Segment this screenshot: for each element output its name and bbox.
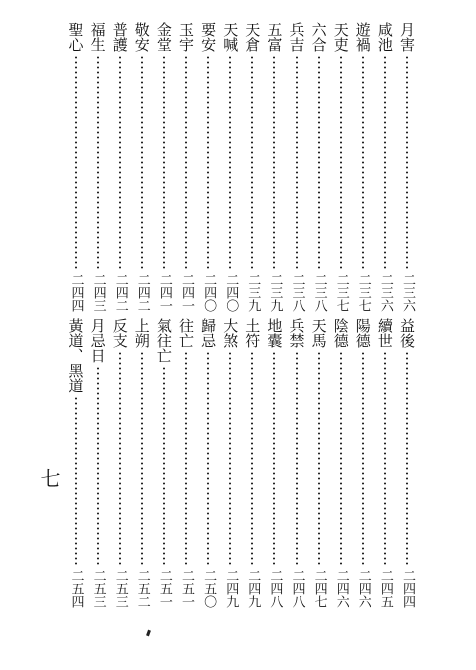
- toc-entry: [131, 22, 153, 312]
- dot-leader: [406, 351, 408, 566]
- toc-entry-page: 二四一: [156, 273, 172, 312]
- toc-entry: [175, 22, 197, 312]
- toc-entry-term: 上朔: [132, 318, 151, 348]
- toc-entry-page: 二四七: [311, 569, 327, 608]
- toc-entry-term: 月忌日: [88, 318, 107, 363]
- dot-leader: [318, 55, 320, 270]
- dot-leader: [75, 55, 77, 270]
- toc-entry-term: 兵禁: [287, 318, 306, 348]
- dot-leader: [141, 55, 143, 270]
- dot-leader: [141, 351, 143, 566]
- toc-entry-page: 二三六: [400, 273, 415, 312]
- toc-entry-page: 二三九: [267, 273, 283, 312]
- toc-entry: [352, 318, 374, 608]
- toc-entry-term: 大煞: [221, 318, 240, 348]
- toc-entry-term: 反支: [110, 318, 129, 348]
- toc-entry-term: 天吏: [331, 22, 350, 52]
- toc-entry-term: 往亡: [177, 318, 195, 348]
- toc-entry-page: 二三六: [377, 273, 393, 312]
- dot-leader: [207, 55, 209, 270]
- toc-entry-term: 敬安: [132, 22, 151, 52]
- dot-leader: [296, 351, 298, 566]
- dot-leader: [340, 351, 342, 566]
- toc-entry: [308, 22, 330, 312]
- toc-entry-page: 二四〇: [223, 273, 239, 312]
- toc-entry-term: 氣往亡: [154, 318, 173, 363]
- toc-entry-page: 二四一: [179, 273, 194, 312]
- toc-entry-term: 歸忌: [199, 318, 218, 348]
- toc-entry-page: 二三八: [311, 273, 327, 312]
- toc-entry-term: 六合: [309, 22, 328, 52]
- toc-entry-page: 二五〇: [201, 569, 217, 608]
- toc-entry: [286, 318, 308, 608]
- toc-entry: [87, 22, 109, 312]
- toc-entry-page: 二四三: [90, 273, 106, 312]
- toc-entry: [197, 22, 219, 312]
- toc-entry: [330, 318, 352, 608]
- dot-leader: [119, 351, 121, 566]
- toc-entry-term: 福生: [88, 22, 107, 52]
- toc-entry-term: 聖心: [66, 22, 85, 52]
- toc-entry-term: 陰德: [331, 318, 350, 348]
- toc-entry-page: 二三七: [355, 273, 371, 312]
- dot-leader: [229, 55, 231, 270]
- toc-entry-term: 天喊: [221, 22, 240, 52]
- toc-entry-page: 二四九: [223, 569, 239, 608]
- toc-entry-page: 二五一: [179, 569, 194, 608]
- toc-entry: [374, 22, 396, 312]
- toc-entry: [219, 22, 241, 312]
- toc-entry: [109, 22, 131, 312]
- toc-entry-page: 二四五: [377, 569, 393, 608]
- toc-entry: [396, 22, 418, 312]
- toc-entry: [308, 318, 330, 608]
- toc-entry-page: 二四六: [355, 569, 371, 608]
- dot-leader: [362, 55, 364, 270]
- page-number: 七: [37, 468, 61, 488]
- toc-entry-page: 二三九: [245, 273, 261, 312]
- toc-entry: [175, 318, 197, 608]
- toc-entry-term: 咸池: [375, 22, 394, 52]
- toc-entry-term: 續世: [375, 318, 394, 348]
- dot-leader: [273, 351, 275, 566]
- toc-entry: [330, 22, 352, 312]
- toc-entry-page: 二四八: [267, 569, 283, 608]
- dot-leader: [75, 396, 77, 566]
- dot-leader: [406, 55, 408, 270]
- toc-entry-term: 黃道、黑道: [66, 318, 85, 393]
- dot-leader: [362, 351, 364, 566]
- dot-leader: [251, 55, 253, 270]
- toc-entry-page: 二四〇: [201, 273, 217, 312]
- dot-leader: [163, 366, 165, 566]
- toc-entry: [153, 318, 175, 608]
- dot-leader: [384, 55, 386, 270]
- dot-leader: [296, 55, 298, 270]
- toc-entry: [352, 22, 374, 312]
- toc-entry-term: 五富: [265, 22, 284, 52]
- dot-leader: [163, 55, 165, 270]
- toc-entry: [65, 318, 87, 608]
- toc-entry: [263, 318, 285, 608]
- toc-entry: [197, 318, 219, 608]
- dot-leader: [340, 55, 342, 270]
- toc-entry-page: 二四八: [289, 569, 305, 608]
- toc-entry-term: 天馬: [309, 318, 328, 348]
- toc-entry-term: 普護: [110, 22, 129, 52]
- toc-entry-term: 遊禍: [353, 22, 372, 52]
- toc-entry-term: 地囊: [265, 318, 284, 348]
- toc-entry-term: 益後: [398, 318, 416, 348]
- ink-speck: [146, 630, 151, 637]
- toc-entry: [241, 318, 263, 608]
- toc-entry-page: 二五三: [112, 569, 128, 608]
- dot-leader: [185, 55, 187, 270]
- toc-entry-page: 二四六: [333, 569, 349, 608]
- toc-entry-page: 二五一: [156, 569, 172, 608]
- toc-entry-term: 月害: [398, 22, 416, 52]
- toc-entry-term: 要安: [199, 22, 218, 52]
- dot-leader: [185, 351, 187, 566]
- dot-leader: [97, 55, 99, 270]
- dot-leader: [318, 351, 320, 566]
- dot-leader: [384, 351, 386, 566]
- toc-entry-page: 二四二: [112, 273, 128, 312]
- dot-leader: [119, 55, 121, 270]
- toc-entry: [286, 22, 308, 312]
- toc-entry-term: 天倉: [243, 22, 262, 52]
- dot-leader: [97, 366, 99, 566]
- toc-entry-term: 土符: [243, 318, 262, 348]
- dot-leader: [207, 351, 209, 566]
- dot-leader: [251, 351, 253, 566]
- toc-entry-page: 二四四: [400, 569, 415, 608]
- toc-entry: [396, 318, 418, 608]
- toc-entry-page: 二五四: [68, 569, 84, 608]
- toc-entry: [65, 22, 87, 312]
- toc-entry-term: 金堂: [154, 22, 173, 52]
- toc-entry-term: 陽德: [353, 318, 372, 348]
- toc-entry-page: 二四二: [134, 273, 150, 312]
- toc-entry-page: 二四九: [245, 569, 261, 608]
- toc-entry-page: 二四四: [68, 273, 84, 312]
- dot-leader: [229, 351, 231, 566]
- toc-entry-term: 兵吉: [287, 22, 306, 52]
- toc-entry-page: 二三八: [289, 273, 305, 312]
- toc-entry: [241, 22, 263, 312]
- toc-entry-page: 二五三: [90, 569, 106, 608]
- toc-entry: [374, 318, 396, 608]
- toc-entry: [153, 22, 175, 312]
- toc-entry-page: 二五二: [134, 569, 150, 608]
- toc-entry: [87, 318, 109, 608]
- toc-entry: [219, 318, 241, 608]
- toc-entry: [131, 318, 153, 608]
- toc-entry: [109, 318, 131, 608]
- toc-entry-page: 二三七: [333, 273, 349, 312]
- dot-leader: [273, 55, 275, 270]
- toc-entry: [263, 22, 285, 312]
- toc-entry-term: 玉宇: [177, 22, 195, 52]
